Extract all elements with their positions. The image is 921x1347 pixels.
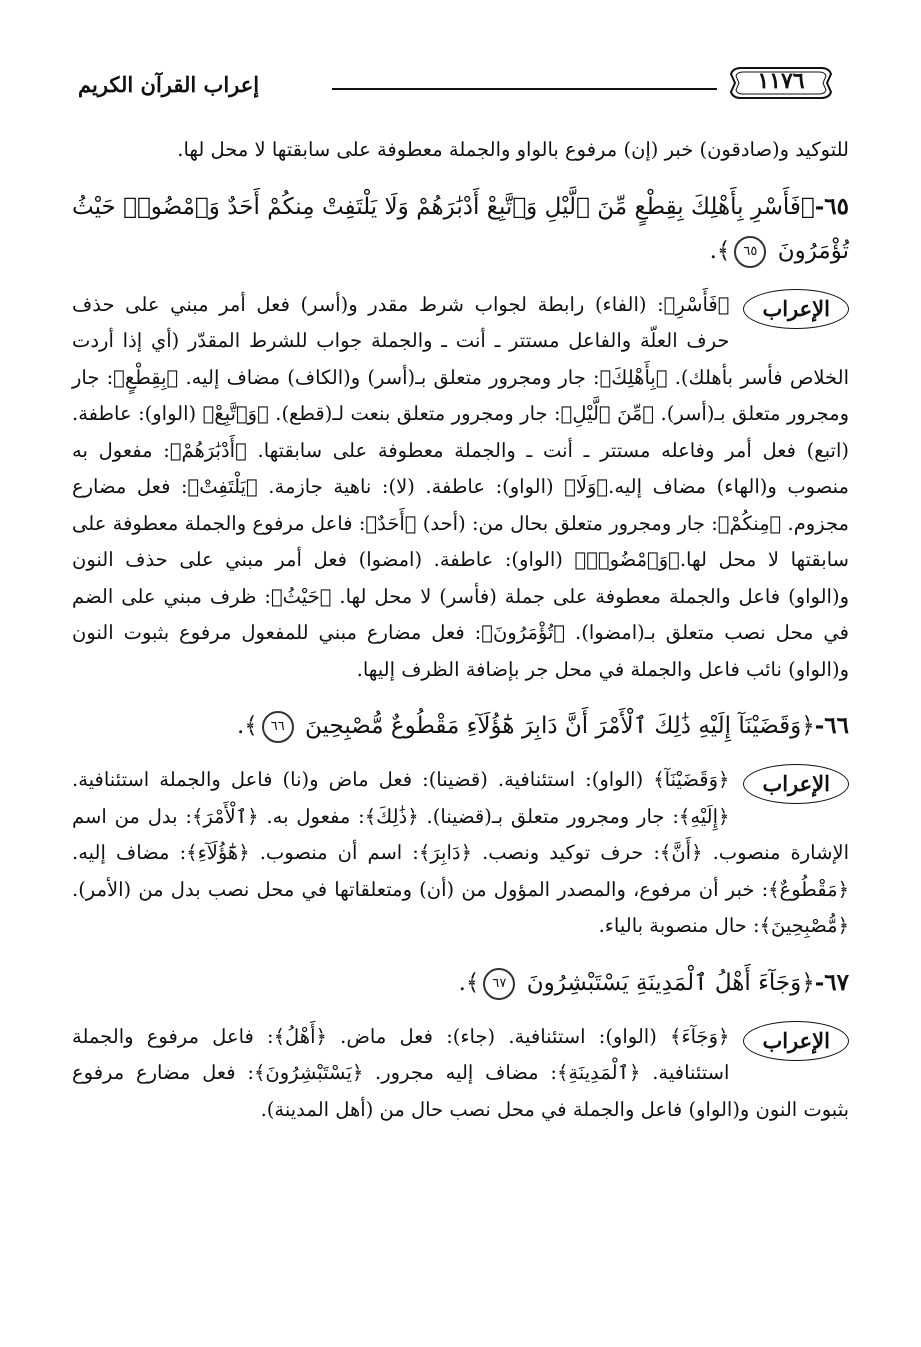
page-header [70,62,843,106]
verse-number: ٦٦- [814,712,849,739]
verse-end: ﴾. [458,969,480,996]
ayah-marker: ٦٧ [483,968,515,1000]
irab-paragraph-65 [72,287,849,689]
irab-label: الإعراب [743,764,849,804]
irab-text: ﴿فَأَسْرِ﴾: (الفاء) رابطة لجواب شرط مقدر و(أسر) فعل أمر مبني على حذف حرف العلّة والفاعل مستتر ـ أنت ـ والجملة جواب للشرط المقدّر (أي إذا أردت الخلاص فأسر بأهلك). ﴿بِأَهْلِكَ﴾: جار ومجرور متعلق بـ(أسر) و(الكاف) مضاف إليه. ﴿بِقِطْعٍ﴾: جار ومجرور متعلق بـ(أسر). ﴿مِّنَ ٱلَّيْلِ﴾: جار ومجرور متعلق بنعت لـ(قطع). ﴿وَٱتَّبِعْ﴾ (الواو): عاطفة. (اتبع) فعل أمر وفاعله مستتر ـ أنت ـ والجملة معطوفة على سابقتها. ﴿أَدْبَٰرَهُمْ﴾: مفعول به منصوب و(الهاء) مضاف إليه.﴿وَلَا﴾ (الواو): عاطفة. (لا): ناهية جازمة. ﴿يَلْتَفِتْ﴾: فعل مضارع مجزوم. ﴿مِنكُمْ﴾: جار ومجرور متعلق بحال من: (أحد) ﴿أَحَدٌ﴾: فاعل مرفوع والجملة معطوفة على سابقتها لا محل لها.﴿وَٱمْضُوا۟﴾ (الواو): عاطفة. (امضوا) فعل أمر مبني على حذف النون و(الواو) فاعل والجملة معطوفة على جملة (فأسر) لا محل لها. ﴿حَيْثُ﴾: ظرف مبني على الضم في محل نصب متعلق بـ(امضوا). ﴿تُؤْمَرُونَ﴾: فعل مضارع مبني للمفعول مرفوع بثبوت النون و(الواو) نائب فاعل والجملة في محل جر بإضافة الظرف إليها. [72,292,849,681]
irab-text: ﴿وَقَضَيْنَآ﴾ (الواو): استئنافية. (قضينا): فعل ماض و(نا) فاعل والجملة استئنافية. ﴿إِلَيْهِ﴾: جار ومجرور متعلق بـ(قضينا). ﴿ذَٰلِكَ﴾: مفعول به. ﴿ٱلْأَمْرَ﴾: بدل من اسم الإشارة منصوب. ﴿أَنَّ﴾: حرف توكيد ونصب. ﴿دَابِرَ﴾: اسم أن منصوب. ﴿هَٰٓؤُلَآءِ﴾: مضاف إليه. ﴿مَقْطُوعٌ﴾: خبر أن مرفوع، والمصدر المؤول من (أن) ومتعلقاتها في محل نصب بدل من (الأمر). ﴿مُّصْبِحِينَ﴾: حال منصوبة بالياء. [72,768,849,937]
page-number: ١١٧٦ [757,68,805,94]
verse-text: ﴿وَجَآءَ أَهْلُ ٱلْمَدِينَةِ يَسْتَبْشِرُونَ [526,969,815,996]
verse-text: ﴿فَأَسْرِ بِأَهْلِكَ بِقِطْعٍ مِّنَ ٱلَّيْلِ وَٱتَّبِعْ أَدْبَٰرَهُمْ وَلَا يَلْتَفِتْ مِنكُمْ أَحَدٌ وَٱمْضُوا۟ حَيْثُ تُؤْمَرُونَ [72,193,849,264]
verse-67 [72,961,849,1005]
irab-label: الإعراب [743,1021,849,1061]
page-content [72,132,849,1128]
irab-label: الإعراب [743,289,849,329]
verse-number: ٦٧- [814,968,849,996]
verse-end: ﴾. [709,237,731,264]
header-rule [332,88,717,90]
verse-number: ٦٥- [814,192,849,220]
book-title: إعراب القرآن الكريم [78,72,260,97]
verse-66 [72,704,849,748]
ayah-marker: ٦٥ [734,236,766,268]
irab-paragraph-67 [72,1019,849,1129]
ayah-marker: ٦٦ [262,711,294,743]
irab-paragraph-66 [72,762,849,945]
irab-text: ﴿وَجَآءَ﴾ (الواو): استئنافية. (جاء): فعل ماض. ﴿أَهْلُ﴾: فاعل مرفوع والجملة استئنافية. ﴿ٱلْمَدِينَةِ﴾: مضاف إليه مجرور. ﴿يَسْتَبْشِرُونَ﴾: فعل مضارع مرفوع بثبوت النون و(الواو) فاعل والجملة في محل نصب حال من (أهل المدينة). [72,1024,849,1121]
verse-end: ﴾. [236,713,258,739]
page-number-frame [727,64,835,102]
verse-text: ﴿وَقَضَيْنَآ إِلَيْهِ ذَٰلِكَ ٱلْأَمْرَ أَنَّ دَابِرَ هَٰٓؤُلَآءِ مَقْطُوعٌ مُّصْبِحِينَ [305,713,815,739]
intro-paragraph: للتوكيد و(صادقون) خبر (إن) مرفوع بالواو والجملة معطوفة على سابقتها لا محل لها. [177,138,849,161]
verse-65 [72,185,849,273]
